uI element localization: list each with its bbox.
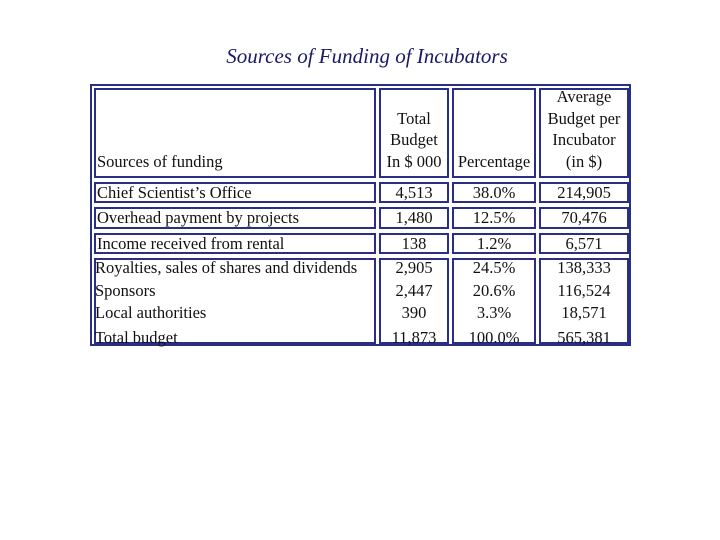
cell-percentage: 1.2% <box>452 233 536 254</box>
cell-percentage: 12.5% <box>452 207 536 229</box>
cell-average: 565,381 <box>557 328 611 347</box>
header-line: Sources of funding <box>97 151 223 171</box>
table-row <box>92 205 629 231</box>
cell-percentage: 20.6% <box>472 280 516 300</box>
header-line: Total <box>397 108 431 128</box>
header-sources-of-funding <box>94 88 376 178</box>
header-line: (in $) <box>565 151 603 171</box>
header-average-budget <box>539 88 629 178</box>
header-line: Average <box>556 87 612 106</box>
cell-total: 11,873 <box>391 328 437 347</box>
table-row <box>92 231 629 256</box>
header-percentage <box>452 88 536 178</box>
slide-title: Sources of Funding of Incubators <box>226 44 508 68</box>
table-row <box>92 180 629 205</box>
cell-total: 1,480 <box>379 207 449 229</box>
header-total-budget <box>379 88 449 178</box>
cell-average: 70,476 <box>539 207 629 229</box>
table-row <box>92 324 629 346</box>
header-line: Percentage <box>457 151 531 171</box>
header-row <box>92 86 629 180</box>
cell-total: 4,513 <box>379 182 449 203</box>
header-line: Incubator <box>552 130 616 149</box>
cell-total: 2,905 <box>395 257 433 277</box>
header-line: Budget per <box>547 108 621 128</box>
cell-source: Income received from rental <box>94 233 376 254</box>
cell-percentage: 3.3% <box>476 302 512 322</box>
cell-percentage: 38.0% <box>452 182 536 203</box>
cell-source: Total budget <box>95 328 178 347</box>
cell-average: 138,333 <box>557 257 611 277</box>
cell-total: 2,447 <box>395 280 433 300</box>
cell-source: Sponsors <box>95 280 156 300</box>
table-row <box>92 256 629 280</box>
cell-total: 138 <box>379 233 449 254</box>
cell-average: 6,571 <box>539 233 629 254</box>
cell-total: 390 <box>401 302 427 322</box>
cell-percentage: 100.0% <box>468 328 520 347</box>
cell-percentage: 24.5% <box>472 257 516 277</box>
cell-source: Overhead payment by projects <box>94 207 376 229</box>
table-group <box>92 256 629 346</box>
header-line: Budget <box>390 130 438 149</box>
cell-average: 214,905 <box>539 182 629 203</box>
cell-source: Chief Scientist’s Office <box>94 182 376 203</box>
cell-average: 18,571 <box>561 302 607 322</box>
cell-source: Royalties, sales of shares and dividends <box>95 257 358 277</box>
header-line: In $ 000 <box>386 151 442 171</box>
cell-average: 116,524 <box>557 280 611 300</box>
funding-table <box>90 84 631 346</box>
table-row <box>92 280 629 302</box>
table-row <box>92 302 629 324</box>
cell-source: Local authorities <box>95 302 207 322</box>
